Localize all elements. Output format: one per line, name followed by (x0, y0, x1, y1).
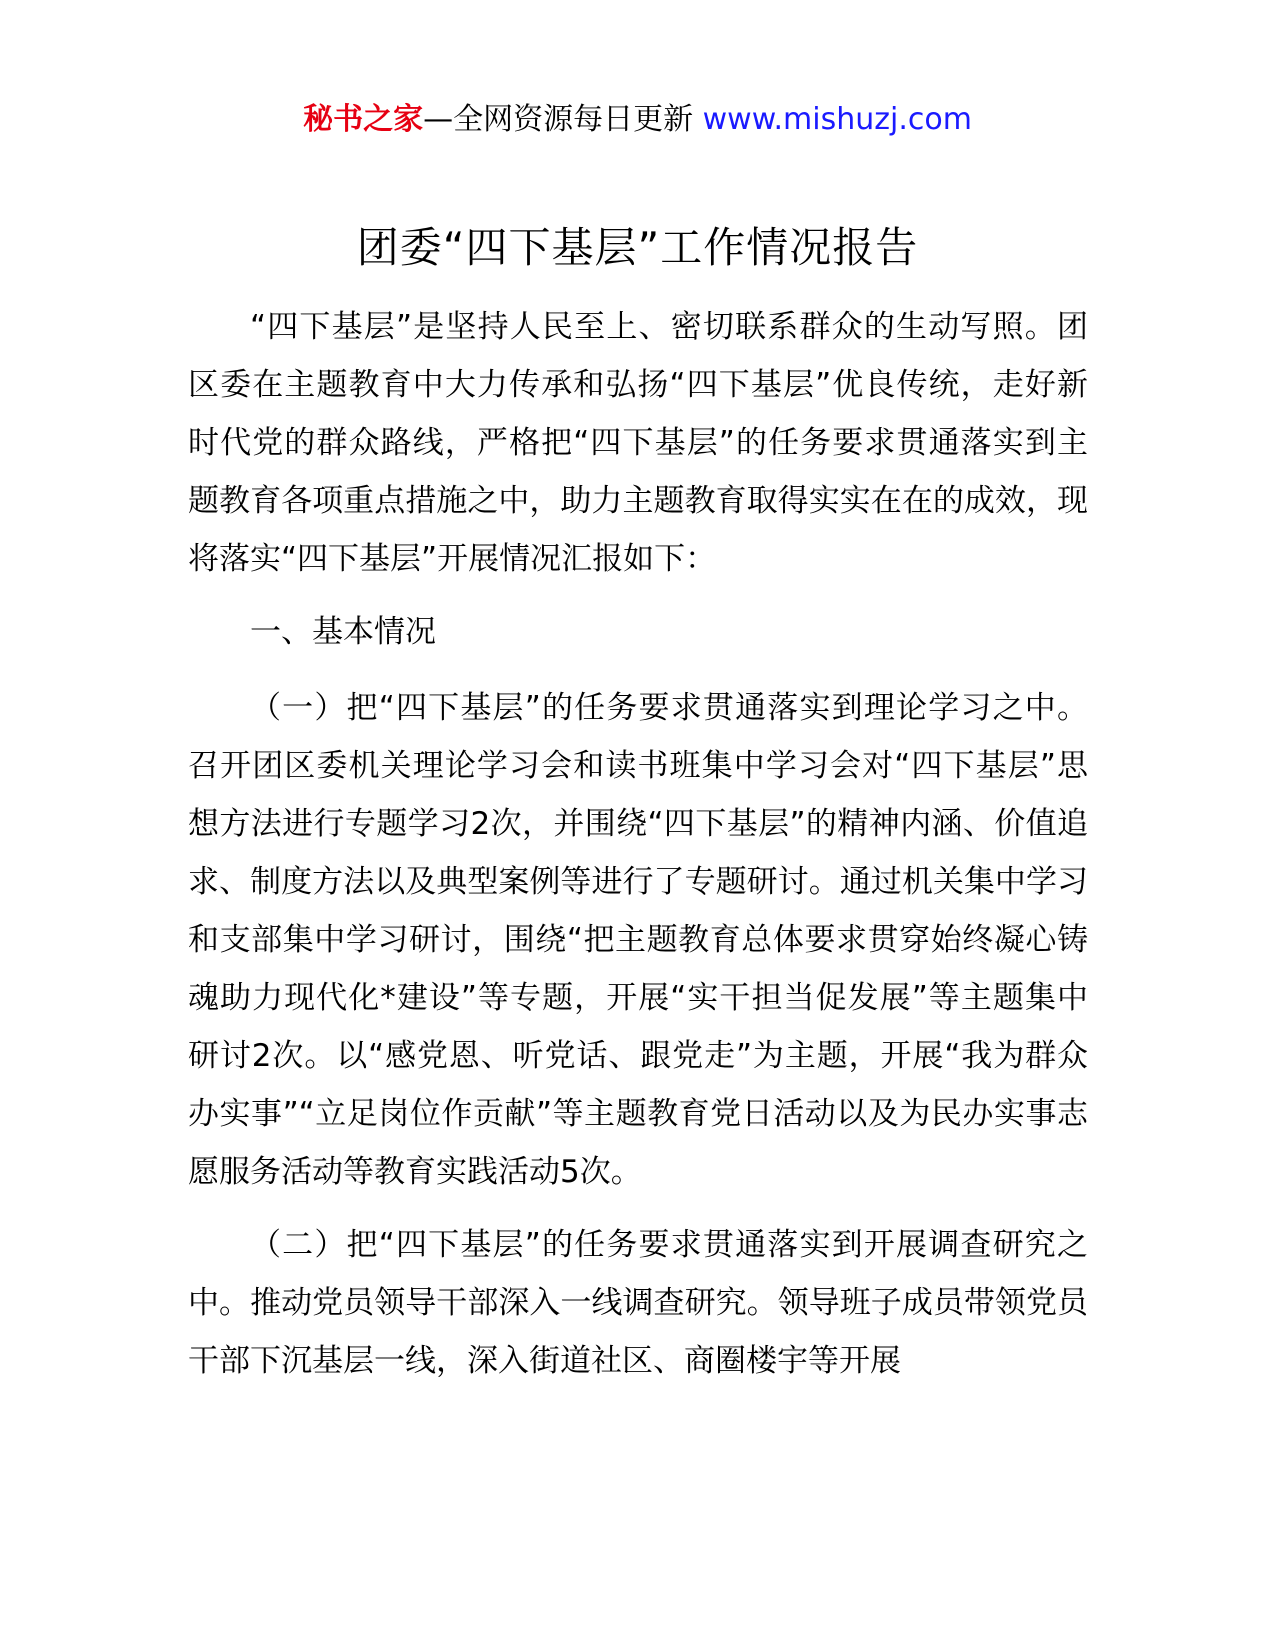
document-body (188, 298, 1088, 1405)
intro-paragraph: “四下基层”是坚持人民至上、密切联系群众的生动写照。团区委在主题教育中大力传承和弘扬“四下基层”优良传统，走好新时代党的群众路线，严格把“四下基层”的任务要求贯通落实到主题教育各项重点措施之中，助力主题教育取得实实在在的成效，现将落实“四下基层”开展情况汇报如下： (188, 309, 1088, 577)
site-header (0, 100, 1275, 140)
header-tagline: —全网资源每日更新 (423, 102, 703, 137)
body-paragraph: （一）把“四下基层”的任务要求贯通落实到理论学习之中。召开团区委机关理论学习会和读书班集中学习会对“四下基层”思想方法进行专题学习2次，并围绕“四下基层”的精神内涵、价值追求、制度方法以及典型案例等进行了专题研讨。通过机关集中学习和支部集中学习研讨，围绕“把主题教育总体要求贯穿始终凝心铸魂助力现代化*建设”等专题，开展“实干担当促发展”等主题集中研讨2次。以“感党恩、听党话、跟党走”为主题，开展“我为群众办实事”“立足岗位作贡献”等主题教育党日活动以及为民办实事志愿服务活动等教育实践活动5次。 (188, 690, 1088, 1190)
site-url-link[interactable]: www.mishuzj.com (702, 102, 972, 137)
body-paragraph: （二）把“四下基层”的任务要求贯通落实到开展调查研究之中。推动党员领导干部深入一线调查研究。领导班子成员带领党员干部下沉基层一线，深入街道社区、商圈楼宇等开展 (188, 1227, 1088, 1379)
document-title: 团委“四下基层”工作情况报告 (356, 223, 919, 272)
brand-name: 秘书之家 (303, 102, 424, 137)
section-heading: 一、基本情况 (250, 614, 436, 650)
